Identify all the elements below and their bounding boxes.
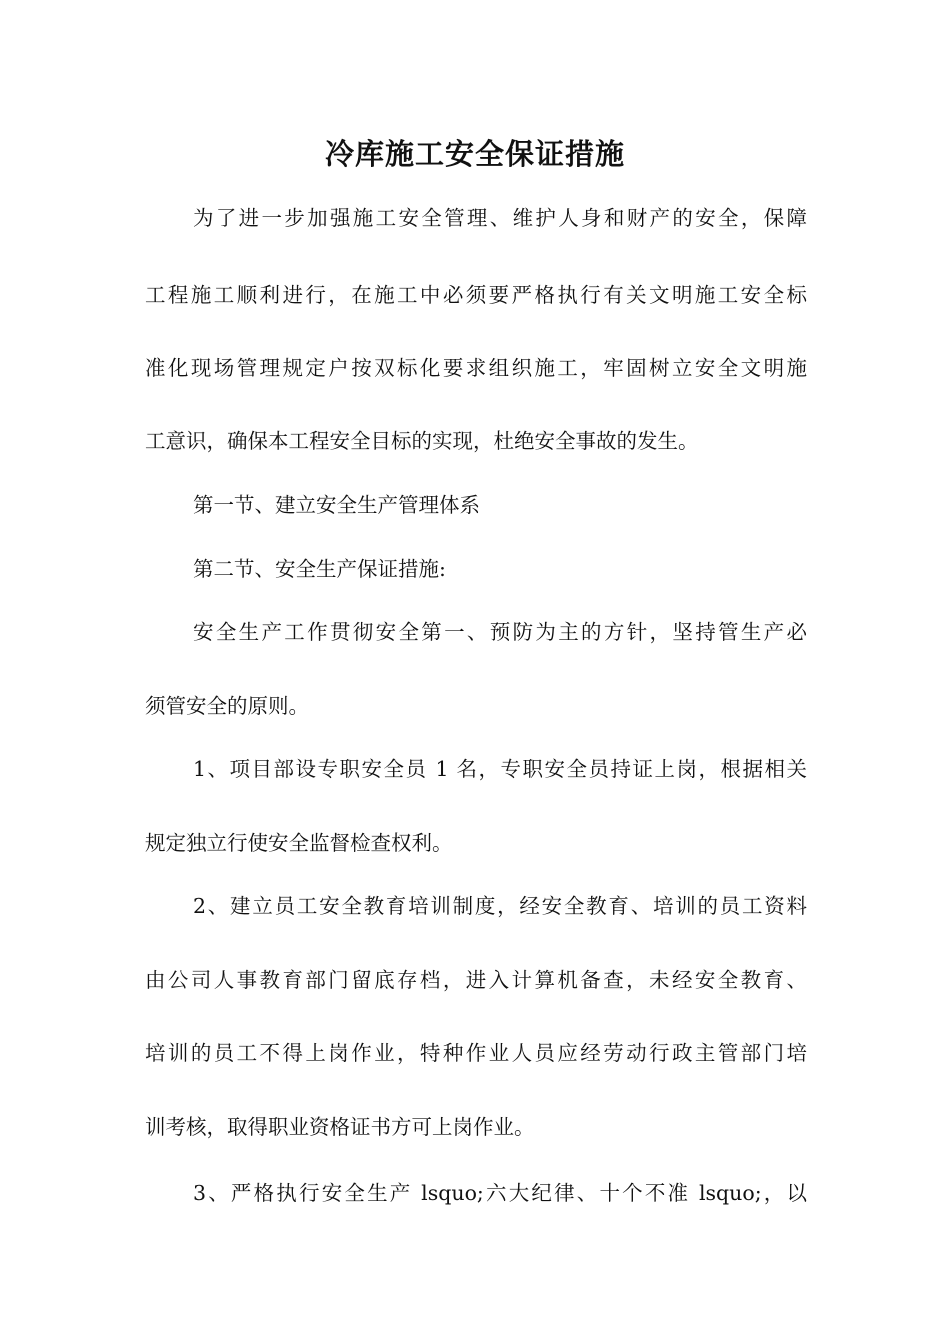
paragraph-line-8: 须管安全的原则。 [145, 694, 309, 718]
paragraph-line-14: 训考核，取得职业资格证书方可上岗作业。 [145, 1115, 535, 1139]
paragraph-line-1: 为了进一步加强施工安全管理、维护人身和财产的安全，保障 [193, 206, 807, 230]
paragraph-line-3: 准化现场管理规定户按双标化要求组织施工，牢固树立安全文明施 [145, 356, 807, 380]
paragraph-line-15: 3、严格执行安全生产 lsquo;六大纪律、十个不准 lsquo;，以 [193, 1181, 807, 1205]
paragraph-line-10: 规定独立行使安全监督检查权利。 [145, 831, 453, 855]
section-heading-2: 第二节、安全生产保证措施: [193, 557, 446, 581]
document-title: 冷库施工安全保证措施 [324, 137, 625, 171]
paragraph-line-7: 安全生产工作贯彻安全第一、预防为主的方针，坚持管生产必 [193, 620, 807, 644]
paragraph-line-12: 由公司人事教育部门留底存档，进入计算机备查，未经安全教育、 [145, 968, 807, 992]
paragraph-line-11: 2、建立员工安全教育培训制度，经安全教育、培训的员工资料 [193, 894, 807, 918]
paragraph-line-9: 1、项目部设专职安全员 1 名，专职安全员持证上岗，根据相关 [193, 757, 807, 781]
section-heading-1: 第一节、建立安全生产管理体系 [193, 493, 480, 517]
paragraph-line-13: 培训的员工不得上岗作业，特种作业人员应经劳动行政主管部门培 [145, 1041, 807, 1065]
paragraph-line-2: 工程施工顺利进行，在施工中必须要严格执行有关文明施工安全标 [145, 283, 807, 307]
paragraph-line-4: 工意识，确保本工程安全目标的实现，杜绝安全事故的发生。 [145, 429, 699, 453]
